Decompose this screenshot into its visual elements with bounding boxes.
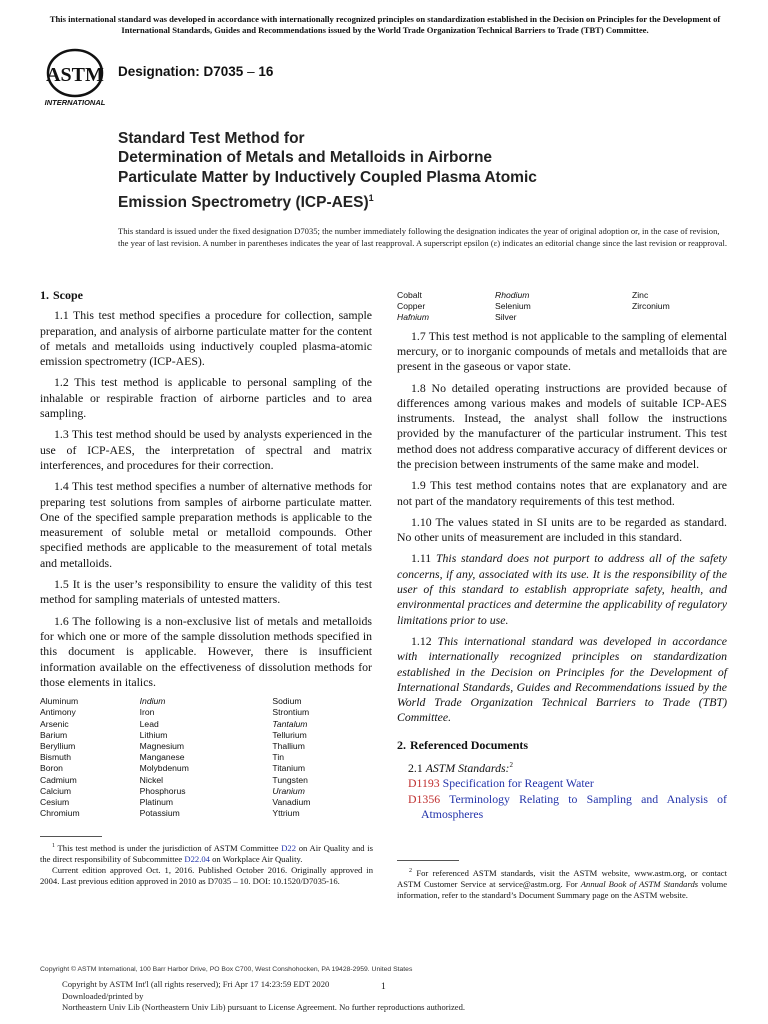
paragraph-1-1: 1.1 This test method specifies a procedure for collection, sample preparation, and analysis of airborne particulate matter for the content of metals and metalloids using inductively coupled plasma-atomic emission spectrometry (ICP-AES). [40,308,372,369]
reference-item[interactable]: D1356 Terminology Relating to Sampling and Analysis of Atmospheres [408,791,727,821]
issued-note: This standard is issued under the fixed designation D7035; the number immediately following the designation indicates the year of original adoption or, in the case of revision, the year of last revision. A number in parentheses indicates the year of last reapproval. A superscript epsilon (ε) indicates an editorial change since the last revision or reapproval. [118,226,728,248]
element-name: Potassium [139,808,180,819]
element-name: Platinum [139,796,174,807]
paragraph-1-2: 1.2 This test method is applicable to personal sampling of the inhalable or respirable fraction of airborne particles and to area sampling. [40,375,372,421]
element-row [397,301,670,312]
left-column [40,288,372,819]
footnote-divider-right [397,860,459,861]
astm-standards-label: 2.1 ASTM Standards:$^2$ [408,760,513,775]
paragraph-1-5: 1.5 It is the user’s responsibility to ensure the validity of this test method for sampling materials of untested matters. [40,577,372,607]
footnote-1: $^1$ This test method is under the jurisdiction of ASTM Committee D22 on Air Quality and is the direct responsibility of Subcommittee D22.04 on Workplace Air Quality. Current edition approved Oct. 1, 2016. Published October 2016. Originally approved in 2004. Last previous edition approved in 2010 as D7035 – 10. DOI: 10.1520/D7035-16. [40,842,373,886]
element-name: Indium [139,696,166,707]
paragraph-1-9: 1.9 This test method contains notes that are explanatory and are not part of the mandatory requirements of this test method. [397,478,727,508]
title-line-2: Determination of Metals and Metalloids in Airborne [118,149,493,166]
element-name: Sodium [272,696,302,707]
element-name: Tellurium [272,729,307,740]
element-name: Selenium [495,301,531,312]
element-name: Antimony [40,707,76,718]
element-name: Boron [40,763,63,774]
element-row [40,696,372,707]
scope-heading: 1. Scope [40,288,83,302]
element-row [40,808,372,819]
right-column [397,290,727,822]
element-row [40,786,372,797]
designation-year: 16 [258,64,274,79]
element-row [40,797,372,808]
astm-logo-icon [40,48,110,108]
referenced-documents-list [397,758,727,822]
element-name: Lithium [139,729,168,740]
element-name: Cesium [40,796,70,807]
logo-text: ASTM [46,64,104,86]
element-name: Strontium [272,707,310,718]
element-name: Lead [139,718,159,729]
designation-dash: – [247,64,255,79]
footnote-2: $^2$ For referenced ASTM standards, visit the ASTM website, www.astm.org, or contact ASTM Customer Service at service@astm.org. For Annual Book of ASTM Standards volume information, refer to the standard’s Document Summary page on the ASTM website. [397,867,728,900]
element-name: Nickel [139,774,164,785]
element-name: Zinc [632,290,649,300]
element-name: Silver [495,312,517,323]
reference-item[interactable]: D1193 Specification for Reagent Water [408,776,594,791]
element-name: Beryllium [40,740,76,751]
element-name: Thallium [272,740,305,751]
paragraph-1-12: 1.12 This international standard was developed in accordance with internationally recognized principles on standardization established in the Decision on Principles for the Development of International Standards, Guides and Recommendations issued by the World Trade Organization Technical Barriers to Trade (TBT) Committee. [397,633,727,725]
designation-label: Designation: D7035 [118,64,244,79]
element-row [40,763,372,774]
element-name: Rhodium [495,290,530,300]
paragraph-1-8: 1.8 No detailed operating instructions are provided because of differences among various makes and models of suitable ICP-AES instruments. Instead, the analyst shall follow the instructions provided by the manufacturer of the particular instrument. This test method does not address comparative accuracy of different devices or the precision between instruments of the same make and model. [397,380,727,471]
element-name [632,312,670,323]
element-name: Molybdenum [139,763,189,774]
element-name: Hafnium [397,312,429,323]
element-name: Calcium [40,785,72,796]
element-name: Bismuth [40,752,72,763]
element-row [397,290,670,301]
element-name: Vanadium [272,796,311,807]
element-row [40,752,372,763]
element-name: Phosphorus [139,785,186,796]
committee-link[interactable]: D22 [281,842,297,853]
title-footnote-mark: 1 [368,193,374,203]
element-name: Iron [139,707,155,718]
designation [118,64,273,79]
footnote-divider-left [40,836,102,837]
referenced-documents-heading: 2. Referenced Documents [397,737,529,752]
paragraph-1-4: 1.4 This test method specifies a number of alternative methods for preparing test solutions from samples of airborne particulate matter. One of the specified sample preparation methods is applicable to the measurement of soluble metal or metalloid compounds. Other specified methods are applicable to the measurement of total metals and metalloids. [40,479,372,570]
element-name: Barium [40,729,68,740]
element-name: Cadmium [40,774,77,785]
subcommittee-link[interactable]: D22.04 [184,853,210,864]
element-name: Manganese [139,752,185,763]
document-title [118,129,738,213]
elements-table-right [397,290,670,324]
element-name: Tungsten [272,774,308,785]
paragraph-1-3: 1.3 This test method should be used by analysts experienced in the use of ICP-AES, the interpretation of spectral and matrix interferences, and procedures for their correction. [40,427,372,472]
title-line-1: Standard Test Method for [118,130,305,147]
element-name: Zirconium [632,301,670,312]
paragraph-1-11: 1.11 This standard does not purport to address all of the safety concerns, if any, associated with its use. It is the responsibility of the user of this standard to establish appropriate safety, health, and environmental practices and determine the applicability of regulatory limitations prior to use. [397,551,727,627]
element-name: Tantalum [272,718,308,729]
element-row [40,707,372,718]
title-line-3: Particulate Matter by Inductively Coupled Plasma Atomic [118,169,537,186]
element-name: Tin [272,752,285,763]
element-row [40,775,372,786]
element-name: Aluminum [40,696,79,707]
elements-table-left [40,696,372,819]
element-name: Titanium [272,763,306,774]
element-row [40,741,372,752]
paragraph-1-7: 1.7 This test method is not applicable to the sampling of elemental mercury, or to inorganic compounds of metals and metalloids that are present in the gaseous or vapor state. [397,328,727,374]
copyright-line: Copyright © ASTM International, 100 Barr Harbor Drive, PO Box C700, West Conshohocken, PA 19428-2959. United States [40,966,413,973]
element-row [40,730,372,741]
element-name: Magnesium [139,740,185,751]
logo-subtext: INTERNATIONAL [44,98,106,107]
paragraph-1-10: 1.10 The values stated in SI units are to be regarded as standard. No other units of measurement are included in this standard. [397,514,727,545]
element-name: Copper [397,301,426,312]
international-standard-notice: This international standard was developed in accordance with internationally recognized principles on standardization established in the Decision on Principles for the Development of International Standards, Guides and Recommendations issued by the World Trade Organization Technical Barriers to Trade (TBT) Committee. [49,14,721,35]
page-number: 1 [381,982,386,992]
paragraph-1-6: 1.6 The following is a non-exclusive list of metals and metalloids for which one or more of the sample dissolution methods specified in this document is applicable. However, there is insufficient information available on the effectiveness of dissolution methods for those elements in italics. [40,613,372,689]
footnote-1-edition: Current edition approved Oct. 1, 2016. Published October 2016. Originally approved in 2004. Last previous edition approved in 2010 as D7035 – 10. DOI: 10.1520/D7035-16. [40,864,373,886]
element-row [40,719,372,730]
element-name: Yttrium [272,808,300,819]
element-name: Arsenic [40,718,69,729]
element-name: Chromium [40,808,80,819]
download-notice: Copyright by ASTM Int'l (all rights reserved); Fri Apr 17 14:23:59 EDT 2020 Downloaded/printed by Northeastern Univ Lib (Northeastern Univ Lib) pursuant to License Agreement. No further reproductions authorized. [62,979,466,1012]
element-name: Cobalt [397,290,422,300]
element-name: Uranium [272,785,305,796]
element-row [397,312,670,323]
title-line-4: Emission Spectrometry $(ICP-AES)^1$ [118,193,374,212]
